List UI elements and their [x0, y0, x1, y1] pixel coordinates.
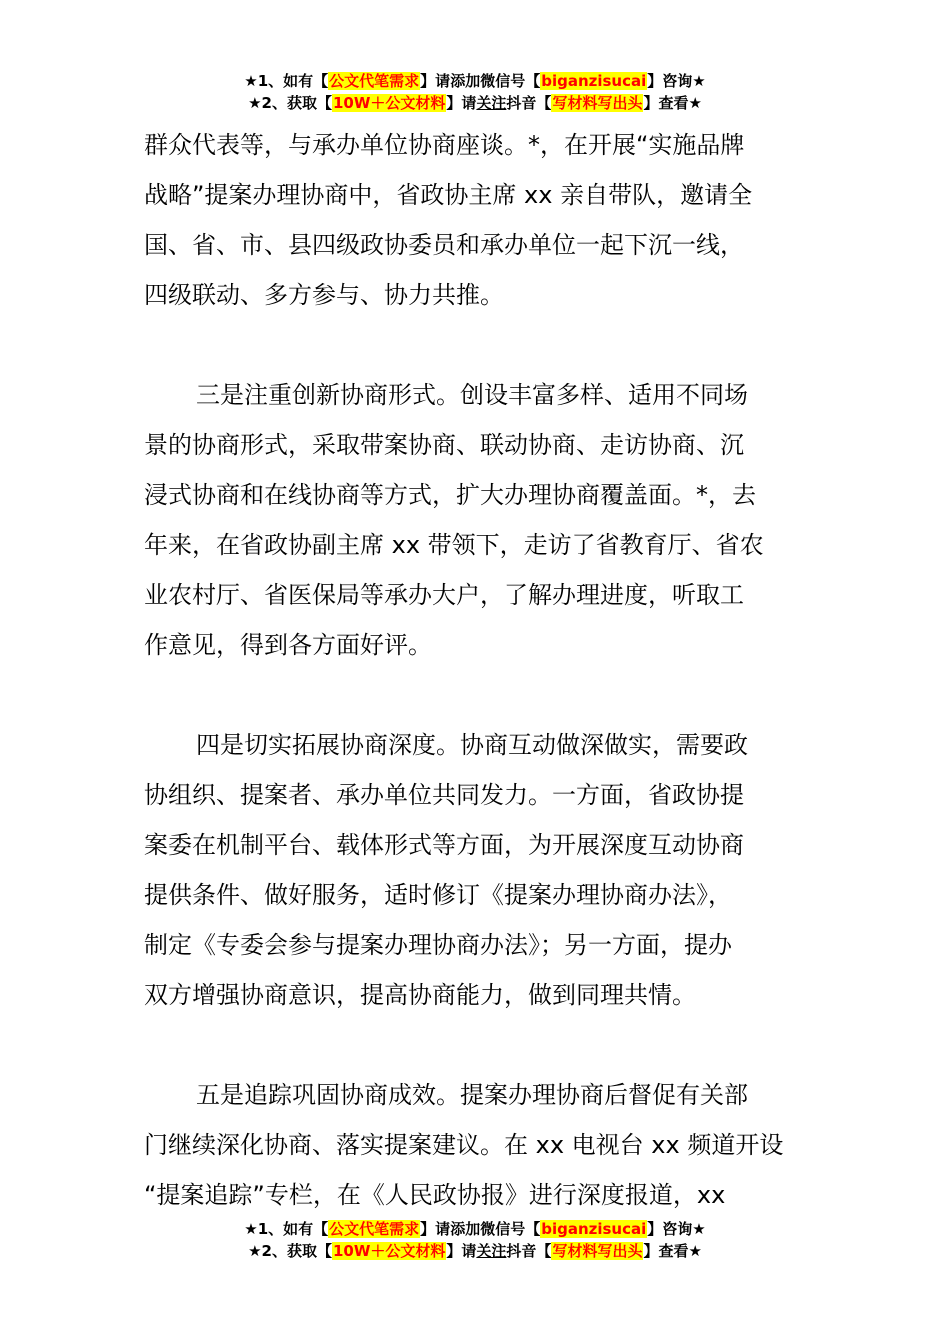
text-line: 门继续深化协商、落实提案建议。在 xx 电视台 xx 频道开设 [144, 1131, 784, 1159]
text-line: 业农村厅、省医保局等承办大户，了解办理进度，听取工 [144, 581, 744, 609]
text-line: 五是追踪巩固协商成效。提案办理协商后督促有关部 [196, 1081, 748, 1109]
banner-emphasis: 关注 [476, 94, 507, 112]
banner-text: 】查看★ [643, 94, 702, 112]
banner-line-2 [0, 1240, 950, 1262]
text-line: 提供条件、做好服务，适时修订《提案办理协商办法》， [144, 881, 732, 909]
text-line: 三是注重创新协商形式。创设丰富多样、适用不同场 [196, 381, 748, 409]
banner-text: 】咨询★ [647, 72, 706, 90]
banner-highlight: biganzisucai [541, 72, 647, 90]
text-line: 作意见，得到各方面好评。 [144, 631, 432, 659]
text-line: 浸式协商和在线协商等方式，扩大办理协商覆盖面。*，去 [144, 481, 756, 509]
footer-banner [0, 1218, 950, 1262]
banner-emphasis: 关注 [476, 1242, 507, 1260]
banner-line-1 [0, 70, 950, 92]
banner-highlight: 公文代笔需求 [329, 72, 420, 90]
header-banner [0, 70, 950, 114]
text-line: 四是切实拓展协商深度。协商互动做深做实，需要政 [196, 731, 748, 759]
banner-emphasis: 添加 [450, 72, 481, 90]
text-line: 四级联动、多方参与、协力共推。 [144, 281, 504, 309]
banner-line-1 [0, 1218, 950, 1240]
banner-text: ★2、获取【 [248, 1242, 332, 1260]
text-line: 国、省、市、县四级政协委员和承办单位一起下沉一线， [144, 231, 744, 259]
text-line: 战略”提案办理协商中，省政协主席 xx 亲自带队，邀请全 [144, 181, 753, 209]
text-line: 协组织、提案者、承办单位共同发力。一方面，省政协提 [144, 781, 744, 809]
text-line: “提案追踪”专栏，在《人民政协报》进行深度报道，xx [144, 1181, 726, 1209]
paragraph-1 [144, 120, 808, 320]
banner-text: ★1、如有【 [244, 1220, 329, 1238]
paragraph-spacer [144, 320, 808, 370]
banner-text: 微信号【 [480, 1220, 541, 1238]
banner-text: 】请 [420, 72, 451, 90]
banner-highlight: 写材料写出头 [552, 1242, 643, 1260]
banner-line-2 [0, 92, 950, 114]
banner-text: ★1、如有【 [244, 72, 329, 90]
text-line: 年来，在省政协副主席 xx 带领下，走访了省教育厅、省农 [144, 531, 764, 559]
paragraph-4 [144, 1070, 808, 1220]
text-line: 双方增强协商意识，提高协商能力，做到同理共情。 [144, 981, 696, 1009]
paragraph-2 [144, 370, 808, 670]
document-body [144, 120, 808, 1220]
text-line: 景的协商形式，采取带案协商、联动协商、走访协商、沉 [144, 431, 744, 459]
paragraph-spacer [144, 670, 808, 720]
banner-text: 】请 [446, 1242, 477, 1260]
banner-text: 抖音【 [506, 1242, 552, 1260]
text-line: 群众代表等，与承办单位协商座谈。*，在开展“实施品牌 [144, 131, 745, 159]
banner-emphasis: 添加 [450, 1220, 481, 1238]
banner-text: 微信号【 [480, 72, 541, 90]
banner-text: 】咨询★ [647, 1220, 706, 1238]
banner-highlight: 公文代笔需求 [329, 1220, 420, 1238]
paragraph-spacer [144, 1020, 808, 1070]
banner-text: ★2、获取【 [248, 94, 332, 112]
text-line: 制定《专委会参与提案办理协商办法》；另一方面，提办 [144, 931, 732, 959]
banner-highlight: 10W＋公文材料 [332, 94, 446, 112]
banner-highlight: 写材料写出头 [552, 94, 643, 112]
banner-text: 】请 [446, 94, 477, 112]
banner-highlight: 10W＋公文材料 [332, 1242, 446, 1260]
banner-highlight: biganzisucai [541, 1220, 647, 1238]
banner-text: 抖音【 [506, 94, 552, 112]
paragraph-3 [144, 720, 808, 1020]
banner-text: 】查看★ [643, 1242, 702, 1260]
text-line: 案委在机制平台、载体形式等方面，为开展深度互动协商 [144, 831, 744, 859]
banner-text: 】请 [420, 1220, 451, 1238]
